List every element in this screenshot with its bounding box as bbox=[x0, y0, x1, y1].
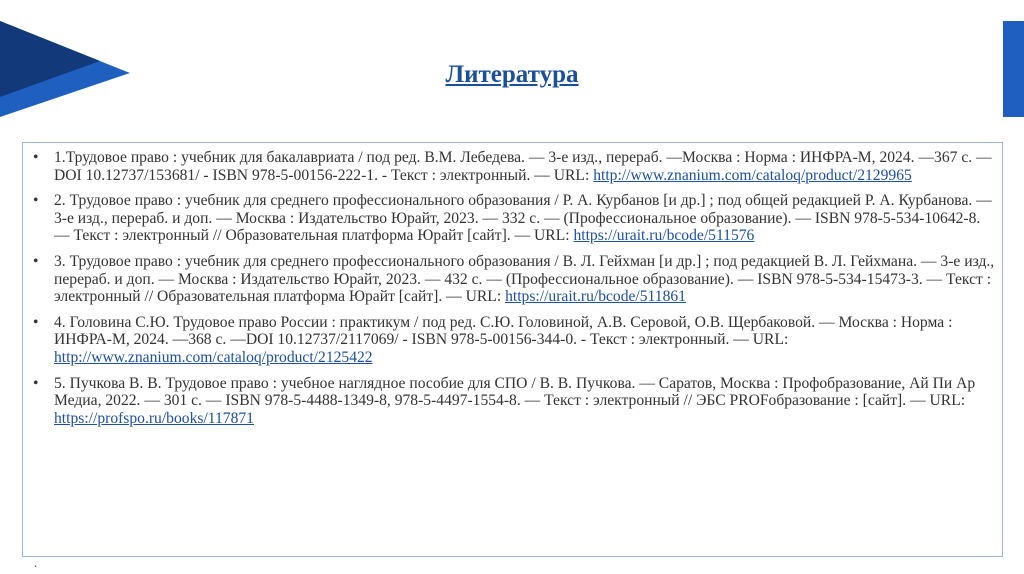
list-item bbox=[31, 149, 997, 184]
footer-mark: . bbox=[34, 556, 37, 570]
list-item bbox=[31, 253, 997, 306]
list-item bbox=[31, 192, 997, 245]
slide-title: Литература bbox=[445, 61, 579, 88]
reference-link[interactable]: https://urait.ru/bcode/511576 bbox=[573, 227, 755, 245]
reference-text: 5. Пучкова В. В. Трудовое право : учебное наглядное пособие для СПО / В. В. Пучкова. — Саратов, Москва : Профобразование, Ай Пи Ар Медиа, 2022. — 301 с. — ISBN 978-5-4488-1349-8, 978-5-4497-1554-8. — Текст : электронный // ЭБС PROFобразование : [сайт]. — URL: bbox=[54, 374, 976, 410]
list-item bbox=[31, 314, 997, 367]
reference-link[interactable]: https://urait.ru/bcode/511861 bbox=[505, 288, 686, 306]
reference-text: 2. Трудовое право : учебник для среднего профессионального образования / Р. А. Курбанов [и др.] ; под общей редакцией Р. А. Курбанова. — 3-е изд., перераб. и доп. — Москва : Издательство Юрайт, 2023. — 332 с. — (Профессиональное образование). — ISBN 978-5-534-10642-8. — Текст : электронный // Образовательная платформа Юрайт [сайт]. — URL: bbox=[54, 192, 992, 245]
reference-link[interactable]: http://www.znanium.com/cataloq/product/2129965 bbox=[593, 166, 912, 184]
bullet-icon: • bbox=[33, 149, 39, 166]
reference-text: 3. Трудовое право : учебник для среднего профессионального образования / В. Л. Гейхман [и др.] ; под редакцией В. Л. Гейхмана. — 3-е изд., перераб. и доп. — Москва : Издательство Юрайт, 2023. — 432 с. — (Профессиональное образование). — ISBN 978-5-534-15473-3. — Текст : электронный // Образовательная платформа Юрайт [сайт]. — URL: bbox=[54, 252, 995, 306]
list-item bbox=[31, 375, 997, 428]
reference-text: 4. Головина С.Ю. Трудовое право России : практикум / под ред. С.Ю. Головиной, А.В. Серовой, О.В. Щербаковой. — Москва : Норма : ИНФРА-М, 2024. —368 с. —DOI 10.12737/2117069/ - ISBN 978-5-00156-344-0. - Текст : электронный. — URL: bbox=[54, 313, 953, 349]
bullet-icon: • bbox=[33, 374, 39, 392]
reference-link[interactable]: https://profspo.ru/books/117871 bbox=[54, 409, 254, 427]
bullet-icon: • bbox=[33, 313, 39, 331]
reference-link[interactable]: http://www.znanium.com/cataloq/product/2125422 bbox=[54, 348, 373, 366]
bullet-icon: • bbox=[33, 192, 39, 210]
reference-text: 1.Трудовое право : учебник для бакалавриата / под ред. В.М. Лебедева. — 3-е изд., перераб. —Москва : Норма : ИНФРА-М, 2024. —367 с. —DOI 10.12737/153681/ - ISBN 978-5-00156-222-1. - Текст : электронный. — URL: bbox=[54, 149, 992, 184]
bullet-icon: • bbox=[33, 252, 39, 270]
reference-list bbox=[31, 149, 997, 435]
